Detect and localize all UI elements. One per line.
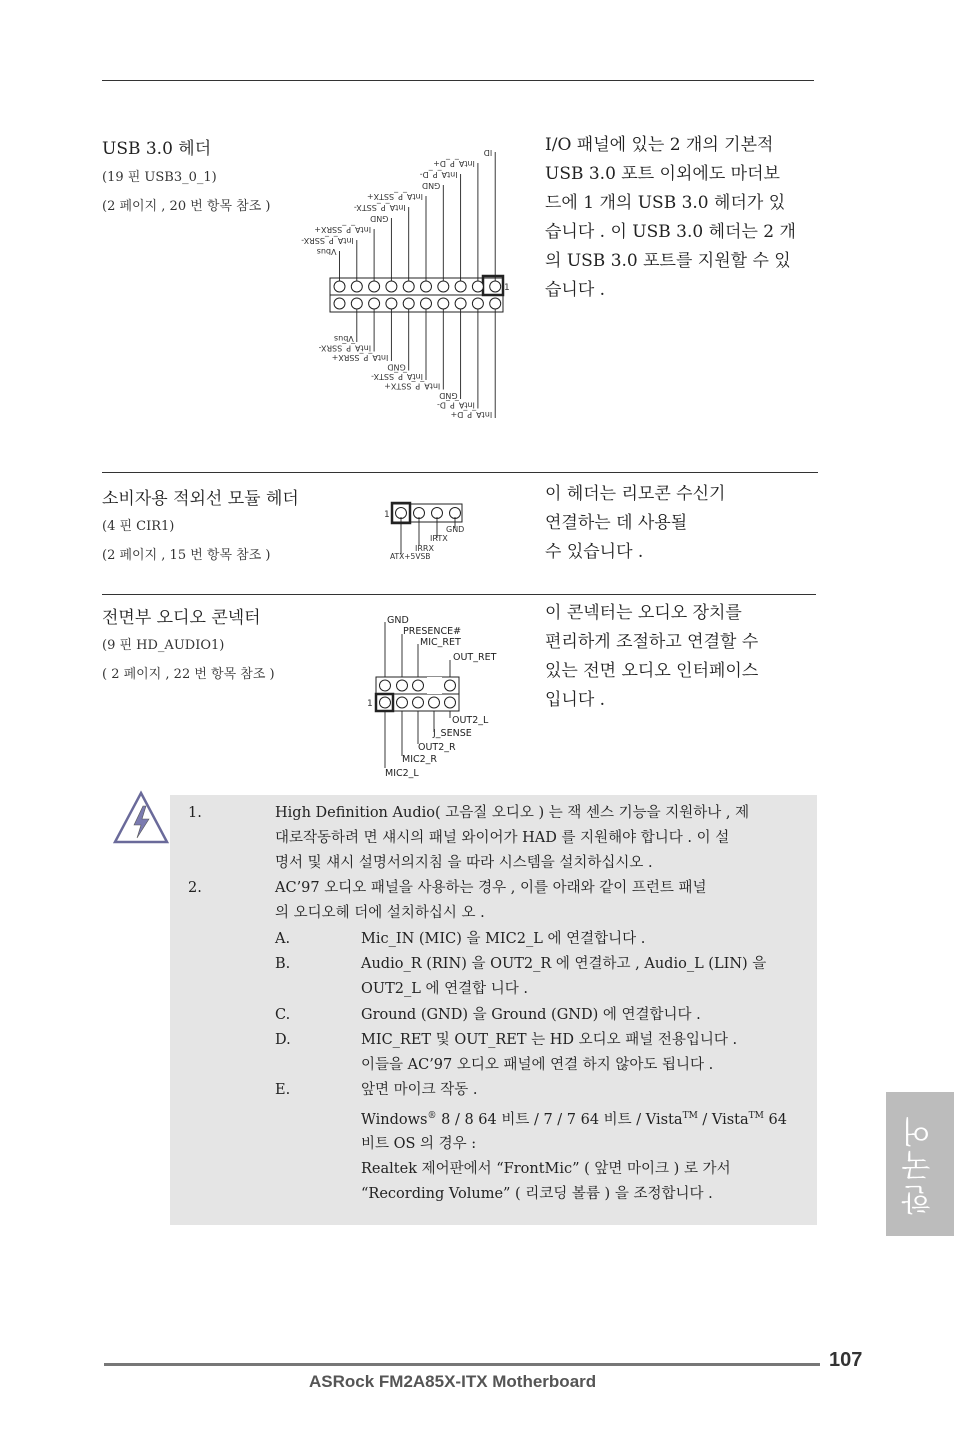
audio-label-mic-ret: MIC_RET xyxy=(420,637,461,648)
note-1-text xyxy=(275,801,815,876)
cir-description xyxy=(545,480,815,567)
note-line: Realtek 제어판에서 “FrontMic” ( 앞면 마이크 ) 로 가서 xyxy=(361,1161,731,1177)
desc-line: 습니다 . 이 USB 3.0 헤더는 2 개 xyxy=(545,222,796,242)
footer-rule xyxy=(104,1363,820,1366)
audio-description xyxy=(545,599,820,715)
audio-header-diagram xyxy=(360,610,520,785)
usb-pin1-label: 1 xyxy=(504,283,510,293)
usb-pin xyxy=(386,298,397,309)
desc-line: I/O 패널에 있는 2 개의 기본적 xyxy=(545,135,774,155)
usb-pin xyxy=(455,281,466,292)
usb-pin xyxy=(472,298,483,309)
section-rule xyxy=(102,472,818,473)
audio-missing-pin xyxy=(427,677,442,694)
audio-label-mic2-l: MIC2_L xyxy=(385,768,419,779)
usb-pin xyxy=(490,281,501,292)
cir-pin xyxy=(414,508,425,519)
warning-icon xyxy=(112,790,170,846)
audio-pin xyxy=(380,697,391,708)
desc-line: 입니다 . xyxy=(545,690,606,710)
note-line: “Recording Volume” ( 리코딩 볼륨 ) 을 조정합니다 . xyxy=(361,1186,713,1202)
page-number: 107 xyxy=(829,1349,863,1371)
audio-pin xyxy=(413,680,424,691)
cir-pin1-label: 1 xyxy=(384,510,390,520)
note-line: Audio_R (RIN) 을 OUT2_R 에 연결하고 , Audio_L (LIN) 을 xyxy=(361,956,767,972)
usb-pin xyxy=(455,298,466,309)
usb-pin xyxy=(386,281,397,292)
audio-pin xyxy=(445,697,456,708)
desc-line: 수 있습니다 . xyxy=(545,542,644,562)
usb-pin-label: GND xyxy=(387,362,406,372)
desc-line: 의 USB 3.0 포트를 지원할 수 있 xyxy=(545,251,791,271)
language-side-tab xyxy=(886,1092,954,1236)
usb-pin xyxy=(490,298,501,309)
usb-pin xyxy=(403,281,414,292)
cir-label-atx5vsb: ATX+5VSB xyxy=(390,552,431,561)
cir-pin xyxy=(450,508,461,519)
cir-pin xyxy=(396,508,407,519)
subitem-d-letter: D. xyxy=(275,1032,291,1048)
usb-pin xyxy=(438,281,449,292)
windows-versions-text: 8 / 8 64 비트 / 7 / 7 64 비트 / Vista xyxy=(436,1111,683,1128)
usb-pin-label: IntA_P_SSRX+ xyxy=(314,225,372,234)
audio-pin xyxy=(397,697,408,708)
desc-line: 있는 전면 오디오 인터페이스 xyxy=(545,661,759,681)
footer-model: ASRock FM2A85X-ITX Motherboard xyxy=(309,1372,597,1391)
usb-pin-label: IntA_P_D- xyxy=(436,400,475,410)
usb-pin xyxy=(421,298,432,309)
audio-pin xyxy=(445,680,456,691)
usb-pin-label: GND xyxy=(370,214,389,223)
cir-label-gnd: GND xyxy=(446,525,465,534)
usb-pin-label: IntA_P_SSTX+ xyxy=(366,192,423,201)
usb-pin xyxy=(421,281,432,292)
subitem-a-text: Mic_IN (MIC) 을 MIC2_L 에 연결합니다 . xyxy=(361,931,646,947)
usb-pin-label: IntA_P_SSTX- xyxy=(353,203,406,212)
cir-pins: (4 핀 CIR1) xyxy=(102,519,175,534)
realtek-instructions xyxy=(361,1157,816,1207)
usb-pin xyxy=(438,298,449,309)
usb-pin-label: IntA_P_SSRX- xyxy=(318,343,372,353)
subitem-c-letter: C. xyxy=(275,1007,291,1023)
usb-ref: (2 페이지 , 20 번 항목 참조 ) xyxy=(102,199,271,214)
note-1-number: 1. xyxy=(188,805,202,821)
desc-line: 이 콘넥터는 오디오 장치를 xyxy=(545,603,742,623)
desc-line: 드에 1 개의 USB 3.0 헤더가 있 xyxy=(545,193,786,213)
subitem-d-text xyxy=(361,1028,816,1078)
cir-header-diagram xyxy=(380,500,490,562)
usb-pin-label: IntA_P_SSRX+ xyxy=(331,353,389,362)
usb-pin xyxy=(334,298,345,309)
usb-pin-label: IntA_P_SSTX+ xyxy=(384,381,441,391)
note-line: 의 오디오헤 더에 설치하십시 오 . xyxy=(275,905,485,921)
audio-label-j-sense: J_SENSE xyxy=(433,728,472,739)
note-line: OUT2_L 에 연결합 니다 . xyxy=(361,981,528,997)
usb-pin xyxy=(472,281,483,292)
top-rule xyxy=(102,80,814,81)
audio-label-gnd: GND xyxy=(387,615,409,626)
usb-title: USB 3.0 헤더 xyxy=(102,139,212,159)
language-tab-label: 한국어 xyxy=(902,1113,937,1215)
note-2-number: 2. xyxy=(188,880,202,896)
vista-text: / Vista xyxy=(697,1111,749,1128)
registered-mark: ® xyxy=(427,1111,437,1121)
cir-label-irtx: IRTX xyxy=(430,534,448,543)
note-line: 대로작동하려 면 섀시의 패널 와이어가 HAD 를 지원해야 합니다 . 이 설 xyxy=(275,830,730,846)
desc-line: USB 3.0 포트 이외에도 마더보 xyxy=(545,164,780,184)
audio-ref: ( 2 페이지 , 22 번 항목 참조 ) xyxy=(102,667,275,682)
section-rule xyxy=(102,594,816,595)
usb-pin-label: IntA_P_D+ xyxy=(450,410,493,419)
audio-label-out2-l: OUT2_L xyxy=(452,715,489,726)
audio-label-out2-r: OUT2_R xyxy=(418,742,456,753)
audio-title: 전면부 오디오 콘넥터 xyxy=(102,608,261,628)
usb-header-diagram xyxy=(290,140,520,440)
cir-pin xyxy=(432,508,443,519)
audio-pin xyxy=(380,680,391,691)
subitem-e-letter: E. xyxy=(275,1082,291,1098)
usb-pin-label: Vbus xyxy=(334,334,354,343)
usb-pins: (19 핀 USB3_0_1) xyxy=(102,170,217,185)
os-line: 비트 OS 의 경우 : xyxy=(361,1136,477,1152)
desc-line: 연결하는 데 사용될 xyxy=(545,513,688,533)
audio-pins: (9 핀 HD_AUDIO1) xyxy=(102,638,225,653)
desc-line: 편리하게 조절하고 연결할 수 xyxy=(545,632,759,652)
note-2-text xyxy=(275,876,815,926)
subitem-e-text: 앞면 마이크 작동 . xyxy=(361,1082,478,1098)
usb-pin xyxy=(351,298,362,309)
usb-pin-label: GND xyxy=(439,391,458,400)
windows-versions-line xyxy=(361,1104,821,1133)
trademark-mark: TM xyxy=(748,1111,764,1121)
usb-pin-label: Vbus xyxy=(316,247,337,256)
usb-pin-label: IntA_P_SSRX- xyxy=(301,236,354,245)
audio-pin xyxy=(397,680,408,691)
usb-pin-label: GND xyxy=(421,181,441,190)
trademark-mark: TM xyxy=(682,1111,698,1121)
usb-description xyxy=(545,131,825,305)
desc-line: 이 헤더는 리모콘 수신기 xyxy=(545,484,726,504)
cir-ref: (2 페이지 , 15 번 항목 참조 ) xyxy=(102,548,271,563)
subitem-b-text xyxy=(361,952,816,1002)
audio-pin xyxy=(413,697,424,708)
subitem-c-text: Ground (GND) 을 Ground (GND) 에 연결합니다 . xyxy=(361,1007,701,1023)
usb-pin-label: IntA_P_D+ xyxy=(433,159,475,168)
usb-pin-label: ID xyxy=(483,148,493,157)
usb-pin xyxy=(351,281,362,292)
note-line: High Definition Audio( 고음질 오디오 ) 는 잭 센스 기능을 지원하나 , 제 xyxy=(275,805,750,821)
desc-line: 습니다 . xyxy=(545,280,606,300)
cir-label-irrx: IRRX xyxy=(415,544,434,553)
bit-text: 64 xyxy=(763,1111,787,1128)
note-line: MIC_RET 및 OUT_RET 는 HD 오디오 패널 전용입니다 . xyxy=(361,1032,738,1048)
note-line: AC’97 오디오 패널을 사용하는 경우 , 이를 아래와 같이 프런트 패널 xyxy=(275,880,707,896)
subitem-b-letter: B. xyxy=(275,956,291,972)
audio-label-mic2-r: MIC2_R xyxy=(402,754,438,765)
usb-pin xyxy=(403,298,414,309)
audio-label-presence: PRESENCE# xyxy=(403,626,462,637)
cir-title: 소비자용 적외선 모듈 헤더 xyxy=(102,489,299,509)
audio-pin1-label: 1 xyxy=(367,699,373,709)
audio-label-out-ret: OUT_RET xyxy=(453,652,497,663)
note-line: 명서 및 섀시 설명서의지침 을 따라 시스템을 설치하십시오 . xyxy=(275,855,653,871)
audio-pin xyxy=(429,697,440,708)
usb-pin xyxy=(369,298,380,309)
windows-text: Windows xyxy=(361,1111,428,1128)
usb-pin-label: IntA_P_SSTX- xyxy=(371,372,423,381)
note-line: 이들을 AC’97 오디오 패널에 연결 하지 않아도 됩니다 . xyxy=(361,1057,714,1073)
subitem-a-letter: A. xyxy=(275,931,291,947)
usb-pin xyxy=(369,281,380,292)
usb-pin xyxy=(334,281,345,292)
usb-pin-label: IntA_P_D- xyxy=(419,170,458,179)
